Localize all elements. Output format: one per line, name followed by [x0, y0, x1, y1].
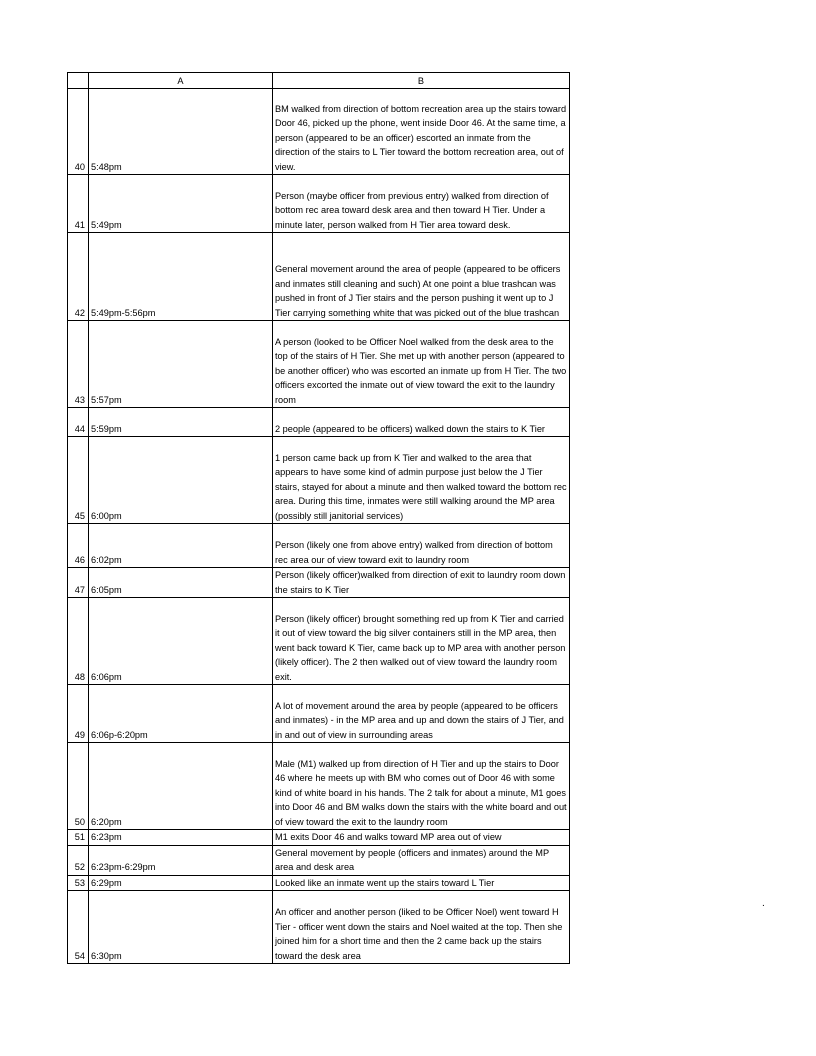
table-row	[68, 437, 570, 524]
time-cell[interactable]: 6:05pm	[89, 568, 273, 598]
time-cell[interactable]: 5:48pm	[89, 89, 273, 175]
description-cell[interactable]: Person (likely officer) brought something red up from K Tier and carried it out of view toward the big silver containers still in the MP area, then went back toward K Tier, came back up to MP area with another person (likely officer). The 2 then walked out of view toward the laundry room exit.	[273, 598, 570, 685]
table-row	[68, 175, 570, 233]
time-cell[interactable]: 6:00pm	[89, 437, 273, 524]
row-number[interactable]: 47	[68, 568, 89, 598]
row-number[interactable]: 50	[68, 743, 89, 830]
column-header-b[interactable]: B	[273, 73, 570, 89]
description-cell[interactable]: BM walked from direction of bottom recreation area up the stairs toward Door 46, picked up the phone, went inside Door 46. At the same time, a person (appeared to be an officer) escorted an inmate from the direction of the stairs to L Tier toward the bottom recreation area, out of view.	[273, 89, 570, 175]
table-row	[68, 524, 570, 568]
row-number[interactable]: 43	[68, 321, 89, 408]
time-cell[interactable]: 5:49pm-5:56pm	[89, 233, 273, 321]
table-row	[68, 845, 570, 875]
column-header-a[interactable]: A	[89, 73, 273, 89]
row-number[interactable]: 44	[68, 408, 89, 437]
row-number[interactable]: 46	[68, 524, 89, 568]
row-number[interactable]: 53	[68, 875, 89, 891]
table-row	[68, 891, 570, 964]
table-row	[68, 568, 570, 598]
row-number[interactable]: 52	[68, 845, 89, 875]
table-row	[68, 233, 570, 321]
stray-mark: .	[762, 898, 765, 909]
time-cell[interactable]: 6:30pm	[89, 891, 273, 964]
table-row	[68, 743, 570, 830]
description-cell[interactable]: A lot of movement around the area by people (appeared to be officers and inmates) - in the MP area and up and down the stairs of J Tier, and in and out of view in surrounding areas	[273, 685, 570, 743]
header-row	[68, 73, 570, 89]
description-cell[interactable]: General movement by people (officers and inmates) around the MP area and desk area	[273, 845, 570, 875]
row-number[interactable]: 42	[68, 233, 89, 321]
row-number[interactable]: 48	[68, 598, 89, 685]
description-cell[interactable]: A person (looked to be Officer Noel walked from the desk area to the top of the stairs of H Tier. She met up with another person (appeared to be another officer) who was escorted an inmate up from H Tier. The two officers excorted the inmate out of view toward the exit to the laundry room	[273, 321, 570, 408]
corner-header[interactable]	[68, 73, 89, 89]
row-number[interactable]: 54	[68, 891, 89, 964]
description-cell[interactable]: An officer and another person (liked to be Officer Noel) went toward H Tier - officer went down the stairs and Noel waited at the top. Then she joined him for a short time and then the 2 came back up the stairs toward the desk area	[273, 891, 570, 964]
row-number[interactable]: 41	[68, 175, 89, 233]
table-row	[68, 685, 570, 743]
row-number[interactable]: 45	[68, 437, 89, 524]
time-cell[interactable]: 6:23pm	[89, 830, 273, 846]
table-row	[68, 321, 570, 408]
time-cell[interactable]: 5:57pm	[89, 321, 273, 408]
description-cell[interactable]: Person (likely officer)walked from direction of exit to laundry room down the stairs to K Tier	[273, 568, 570, 598]
description-cell[interactable]: General movement around the area of people (appeared to be officers and inmates still cleaning and such) At one point a blue trashcan was pushed in front of J Tier stairs and the person pushing it went up to J Tier carrying something white that was picked out of the blue trashcan	[273, 233, 570, 321]
table-row	[68, 875, 570, 891]
row-number[interactable]: 40	[68, 89, 89, 175]
time-cell[interactable]: 6:20pm	[89, 743, 273, 830]
time-cell[interactable]: 6:06pm	[89, 598, 273, 685]
time-cell[interactable]: 6:06p-6:20pm	[89, 685, 273, 743]
log-table	[67, 72, 570, 964]
description-cell[interactable]: 1 person came back up from K Tier and walked to the area that appears to have some kind of admin purpose just below the J Tier stairs, stayed for about a minute and then walked toward the bottom rec area. During this time, inmates were still walking around the MP area (possibly still janitorial services)	[273, 437, 570, 524]
table-row	[68, 598, 570, 685]
description-cell[interactable]: M1 exits Door 46 and walks toward MP area out of view	[273, 830, 570, 846]
time-cell[interactable]: 6:02pm	[89, 524, 273, 568]
time-cell[interactable]: 6:29pm	[89, 875, 273, 891]
description-cell[interactable]: Person (maybe officer from previous entry) walked from direction of bottom rec area toward desk area and then toward H Tier. Under a minute later, person walked from H Tier area toward desk.	[273, 175, 570, 233]
time-cell[interactable]: 5:59pm	[89, 408, 273, 437]
time-cell[interactable]: 5:49pm	[89, 175, 273, 233]
row-number[interactable]: 51	[68, 830, 89, 846]
description-cell[interactable]: Person (likely one from above entry) walked from direction of bottom rec area our of view toward exit to laundry room	[273, 524, 570, 568]
row-number[interactable]: 49	[68, 685, 89, 743]
description-cell[interactable]: 2 people (appeared to be officers) walked down the stairs to K Tier	[273, 408, 570, 437]
description-cell[interactable]: Looked like an inmate went up the stairs toward L Tier	[273, 875, 570, 891]
table-row	[68, 830, 570, 846]
description-cell[interactable]: Male (M1) walked up from direction of H Tier and up the stairs to Door 46 where he meets up with BM who comes out of Door 46 with some kind of white board in his hands. The 2 talk for about a minute, M1 goes into Door 46 and BM walks down the stairs with the white board and out of view toward the exit to the laundry room	[273, 743, 570, 830]
table-row	[68, 408, 570, 437]
table-row	[68, 89, 570, 175]
time-cell[interactable]: 6:23pm-6:29pm	[89, 845, 273, 875]
